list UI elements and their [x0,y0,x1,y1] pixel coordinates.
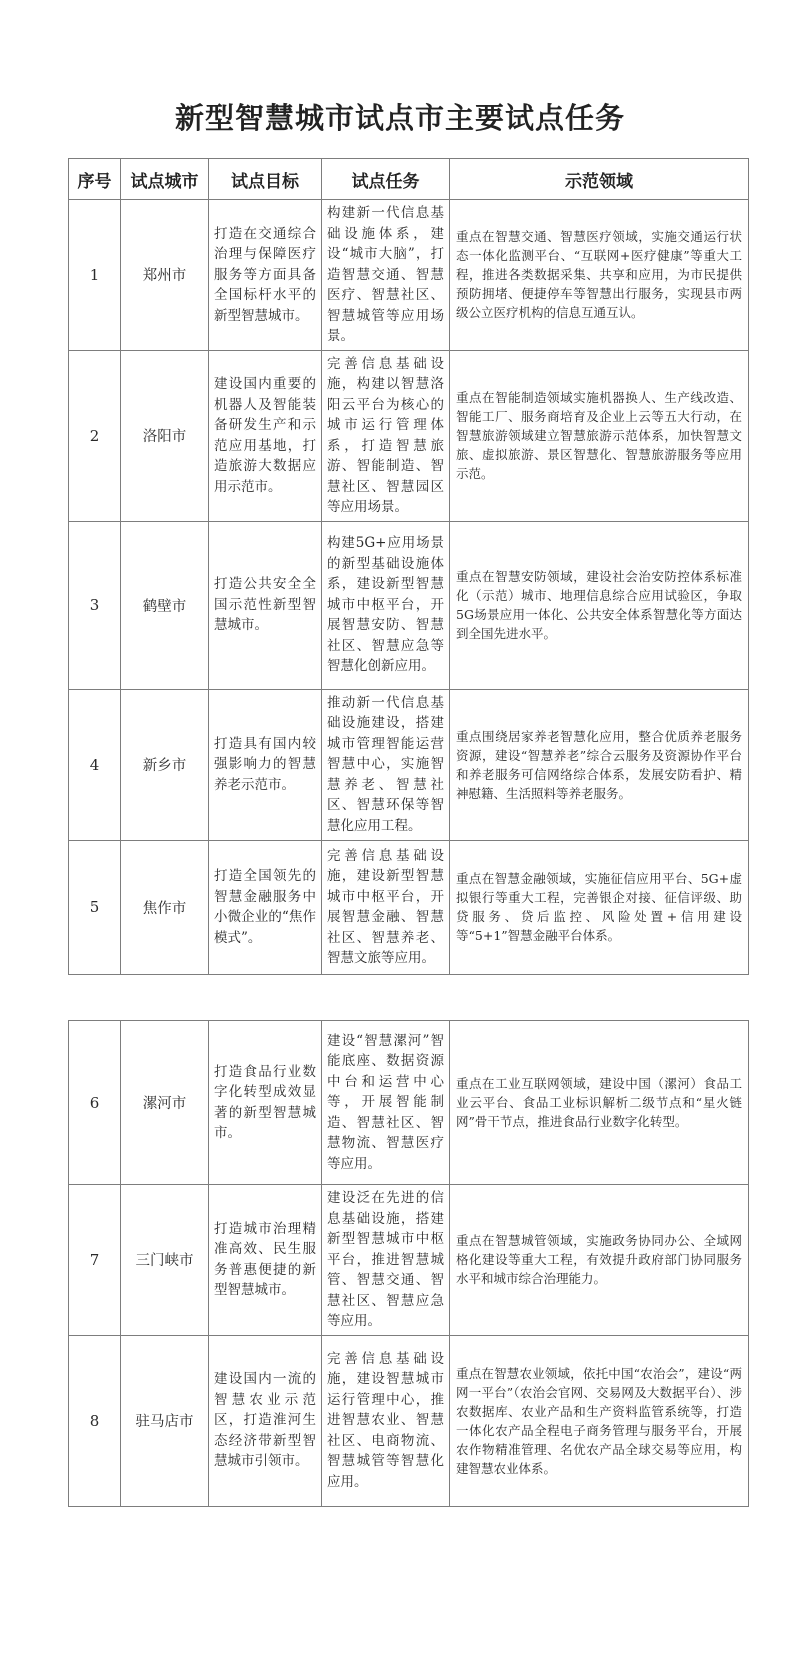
row-city: 新乡市 [121,689,209,840]
row-goal: 打造全国领先的智慧金融服务中小微企业的“焦作模式”。 [209,840,322,974]
table-row [69,689,749,840]
row-city: 鹤壁市 [121,521,209,689]
header-goal: 试点目标 [209,159,322,200]
table-row [69,521,749,689]
table-row [69,350,749,521]
row-area: 重点围绕居家养老智慧化应用，整合优质养老服务资源，建设“智慧养老”综合云服务及资源协作平台和养老服务可信网络综合体系，发展安防看护、精神慰籍、生活照料等养老服务。 [450,689,749,840]
row-goal: 建设国内一流的智慧农业示范区，打造淮河生态经济带新型智慧城市引领市。 [209,1335,322,1506]
row-city: 三门峡市 [121,1185,209,1336]
row-goal: 打造城市治理精准高效、民生服务普惠便捷的新型智慧城市。 [209,1185,322,1336]
row-task: 推动新一代信息基础设施建设，搭建城市管理智能运营智慧中心，实施智慧养老、智慧社区、智慧环保等智慧化应用工程。 [322,689,450,840]
row-task: 建设泛在先进的信息基础设施，搭建新型智慧城市中枢平台，推进智慧城管、智慧交通、智慧社区、智慧应急等应用。 [322,1185,450,1336]
row-task: 构建新一代信息基础设施体系，建设“城市大脑”，打造智慧交通、智慧医疗、智慧社区、智慧城管等应用场景。 [322,200,450,351]
table-row [69,1185,749,1336]
row-index: 1 [69,200,121,351]
row-goal: 打造公共安全全国示范性新型智慧城市。 [209,521,322,689]
pilot-table-part-1 [68,158,749,975]
row-index: 2 [69,350,121,521]
table-row [69,840,749,974]
row-area: 重点在智慧交通、智慧医疗领域，实施交通运行状态一体化监测平台、“互联网+医疗健康”等重大工程，推进各类数据采集、共享和应用，为市民提供预防拥堵、便捷停车等智慧出行服务，实现县市两级公立医疗机构的信息互通互认。 [450,200,749,351]
header-city: 试点城市 [121,159,209,200]
row-goal: 打造具有国内较强影响力的智慧养老示范市。 [209,689,322,840]
pilot-table-part-2 [68,1020,749,1507]
row-area: 重点在智能制造领域实施机器换人、生产线改造、智能工厂、服务商培育及企业上云等五大行动，在智慧旅游领域建立智慧旅游示范体系，加快智慧文旅、虚拟旅游、景区智慧化、智慧旅游服务等应用示范。 [450,350,749,521]
row-city: 漯河市 [121,1021,209,1185]
page-title: 新型智慧城市试点市主要试点任务 [174,101,625,135]
table-row [69,1021,749,1185]
row-task: 建设“智慧漯河”智能底座、数据资源中台和运营中心等，开展智能制造、智慧社区、智慧物流、智慧医疗等应用。 [322,1021,450,1185]
row-city: 洛阳市 [121,350,209,521]
row-index: 7 [69,1185,121,1336]
table-row [69,1335,749,1506]
table-row [69,200,749,351]
row-index: 6 [69,1021,121,1185]
row-index: 8 [69,1335,121,1506]
row-city: 焦作市 [121,840,209,974]
row-city: 郑州市 [121,200,209,351]
row-index: 4 [69,689,121,840]
row-task: 完善信息基础设施，构建以智慧洛阳云平台为核心的城市运行管理体系，打造智慧旅游、智能制造、智慧社区、智慧园区等应用场景。 [322,350,450,521]
row-goal: 打造在交通综合治理与保障医疗服务等方面具备全国标杆水平的新型智慧城市。 [209,200,322,351]
row-goal: 打造食品行业数字化转型成效显著的新型智慧城市。 [209,1021,322,1185]
table-header-row [69,159,749,200]
header-index: 序号 [69,159,121,200]
row-area: 重点在智慧城管领域，实施政务协同办公、全域网格化建设等重大工程，有效提升政府部门协同服务水平和城市综合治理能力。 [450,1185,749,1336]
row-area: 重点在工业互联网领域，建设中国（漯河）食品工业云平台、食品工业标识解析二级节点和“星火链网”骨干节点，推进食品行业数字化转型。 [450,1021,749,1185]
row-area: 重点在智慧农业领域，依托中国“农治会”，建设“两网一平台”（农治会官网、交易网及大数据平台）、涉农数据库、农业产品和生产资料监管系统等，打造一体化农产品全程电子商务管理与服务平台，开展农作物精准管理、名优农产品全球交易等应用，构建智慧农业体系。 [450,1335,749,1506]
row-task: 完善信息基础设施，建设智慧城市运行管理中心，推进智慧农业、智慧社区、电商物流、智慧城管等智慧化应用。 [322,1335,450,1506]
header-area: 示范领域 [450,159,749,200]
row-task: 构建5G+应用场景的新型基础设施体系，建设新型智慧城市中枢平台，开展智慧安防、智慧社区、智慧应急等智慧化创新应用。 [322,521,450,689]
row-area: 重点在智慧安防领域，建设社会治安防控体系标准化（示范）城市、地理信息综合应用试验区，争取5G场景应用一体化、公共安全体系智慧化等方面达到全国先进水平。 [450,521,749,689]
row-index: 5 [69,840,121,974]
row-index: 3 [69,521,121,689]
header-task: 试点任务 [322,159,450,200]
row-goal: 建设国内重要的机器人及智能装备研发生产和示范应用基地，打造旅游大数据应用示范市。 [209,350,322,521]
row-city: 驻马店市 [121,1335,209,1506]
row-task: 完善信息基础设施，建设新型智慧城市中枢平台，开展智慧金融、智慧社区、智慧养老、智慧文旅等应用。 [322,840,450,974]
row-area: 重点在智慧金融领域，实施征信应用平台、5G+虚拟银行等重大工程，完善银企对接、征信评级、助贷服务、贷后监控、风险处置+信用建设等“5+1”智慧金融平台体系。 [450,840,749,974]
